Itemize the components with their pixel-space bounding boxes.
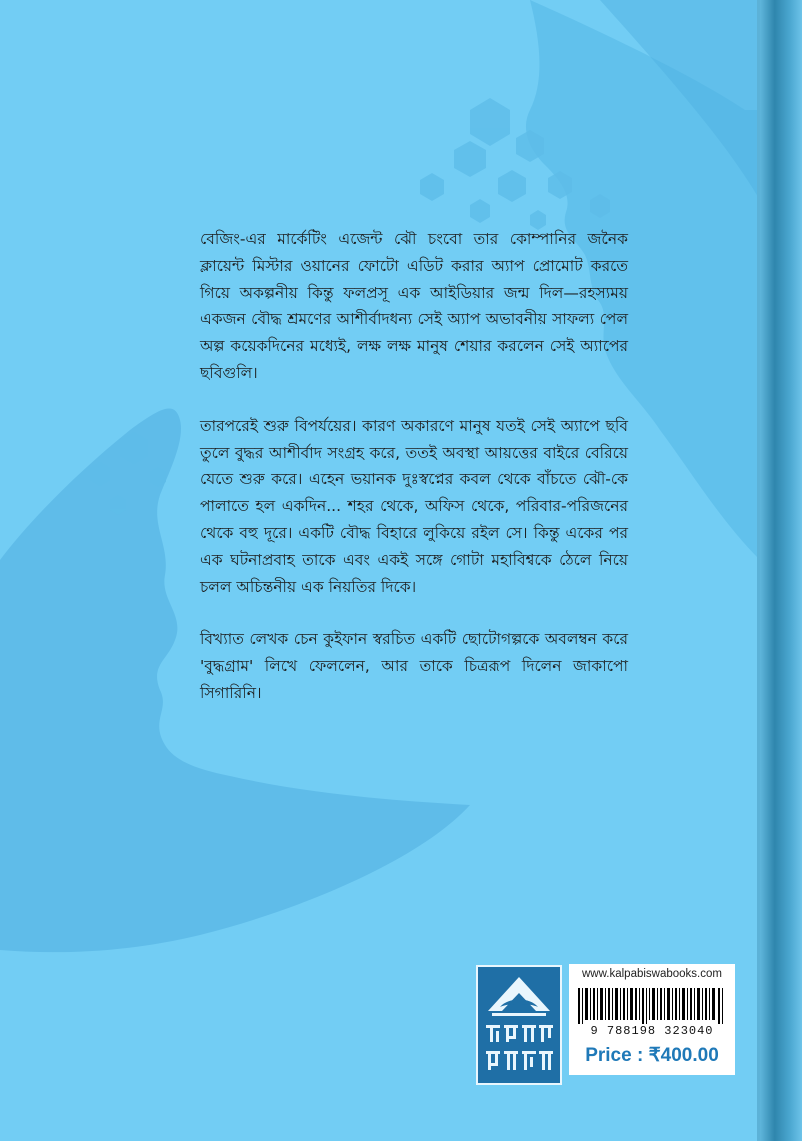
price-label: Price : ₹400.00 xyxy=(585,1045,719,1066)
blurb-paragraph-1: বেজিং-এর মার্কেটিং এজেন্ট ঝৌ চংবো তার কোম্পানির জনৈক ক্লায়েন্ট মিস্টার ওয়ানের ফোটো এডিট করার অ্যাপ প্রোমোট করতে গিয়ে অকল্পনীয় কিন্তু ফলপ্রসূ এক আইডিয়ার জন্ম দিল—রহস্যময় একজন বৌদ্ধ শ্রমণের আশীর্বাদধন্য সেই অ্যাপ অভাবনীয় সাফল্য পেল অল্প কয়েকদিনের মধ্যেই, লক্ষ লক্ষ মানুষ শেয়ার করলেন সেই অ্যাপের ছবিগুলি। xyxy=(200,230,628,382)
book-spine xyxy=(760,0,802,1141)
publisher-logo xyxy=(476,965,562,1085)
barcode-price-label xyxy=(569,964,735,1075)
blurb-text xyxy=(200,226,628,733)
kalpabiswa-comics-logo-icon xyxy=(478,967,560,1083)
publisher-website: www.kalpabiswabooks.com xyxy=(582,968,722,980)
svg-text:কল্পবিশ্ব কমিকস: কল্পবিশ্ব কমিকস xyxy=(515,1081,523,1082)
blurb-paragraph-2: তারপরেই শুরু বিপর্যয়ের। কারণ অকারণে মানুষ যতই সেই অ্যাপে ছবি তুলে বুদ্ধর আশীর্বাদ সংগ্রহ করে, ততই অবস্থা আয়ত্তের বাইরে বেরিয়ে যেতে শুরু করে। এহেন ভয়ানক দুঃস্বপ্নের কবল থেকে বাঁচতে ঝৌ-কে পালাতে হল একদিন... শহর থেকে, অফিস থেকে, পরিবার-পরিজনের থেকে বহু দূরে। একটি বৌদ্ধ বিহারে লুকিয়ে রইল সে। কিন্তু একের পর এক ঘটনাপ্রবাহ তাকে এবং একই সঙ্গে গোটা মহাবিশ্বকে ঠেলে নিয়ে চলল অচিন্তনীয় এক নিয়তির দিকে। xyxy=(200,416,628,596)
blurb-paragraph-3: বিখ্যাত লেখক চেন কুইফান স্বরচিত একটি ছোটোগল্পকে অবলম্বন করে 'বুদ্ধগ্রাম' লিখে ফেললেন, আর তাকে চিত্ররূপ দিলেন জাকাপো সিগারিনি। xyxy=(200,630,628,702)
isbn-barcode-icon xyxy=(578,988,726,1024)
isbn-digits: 9 788198 323040 xyxy=(590,1024,714,1038)
